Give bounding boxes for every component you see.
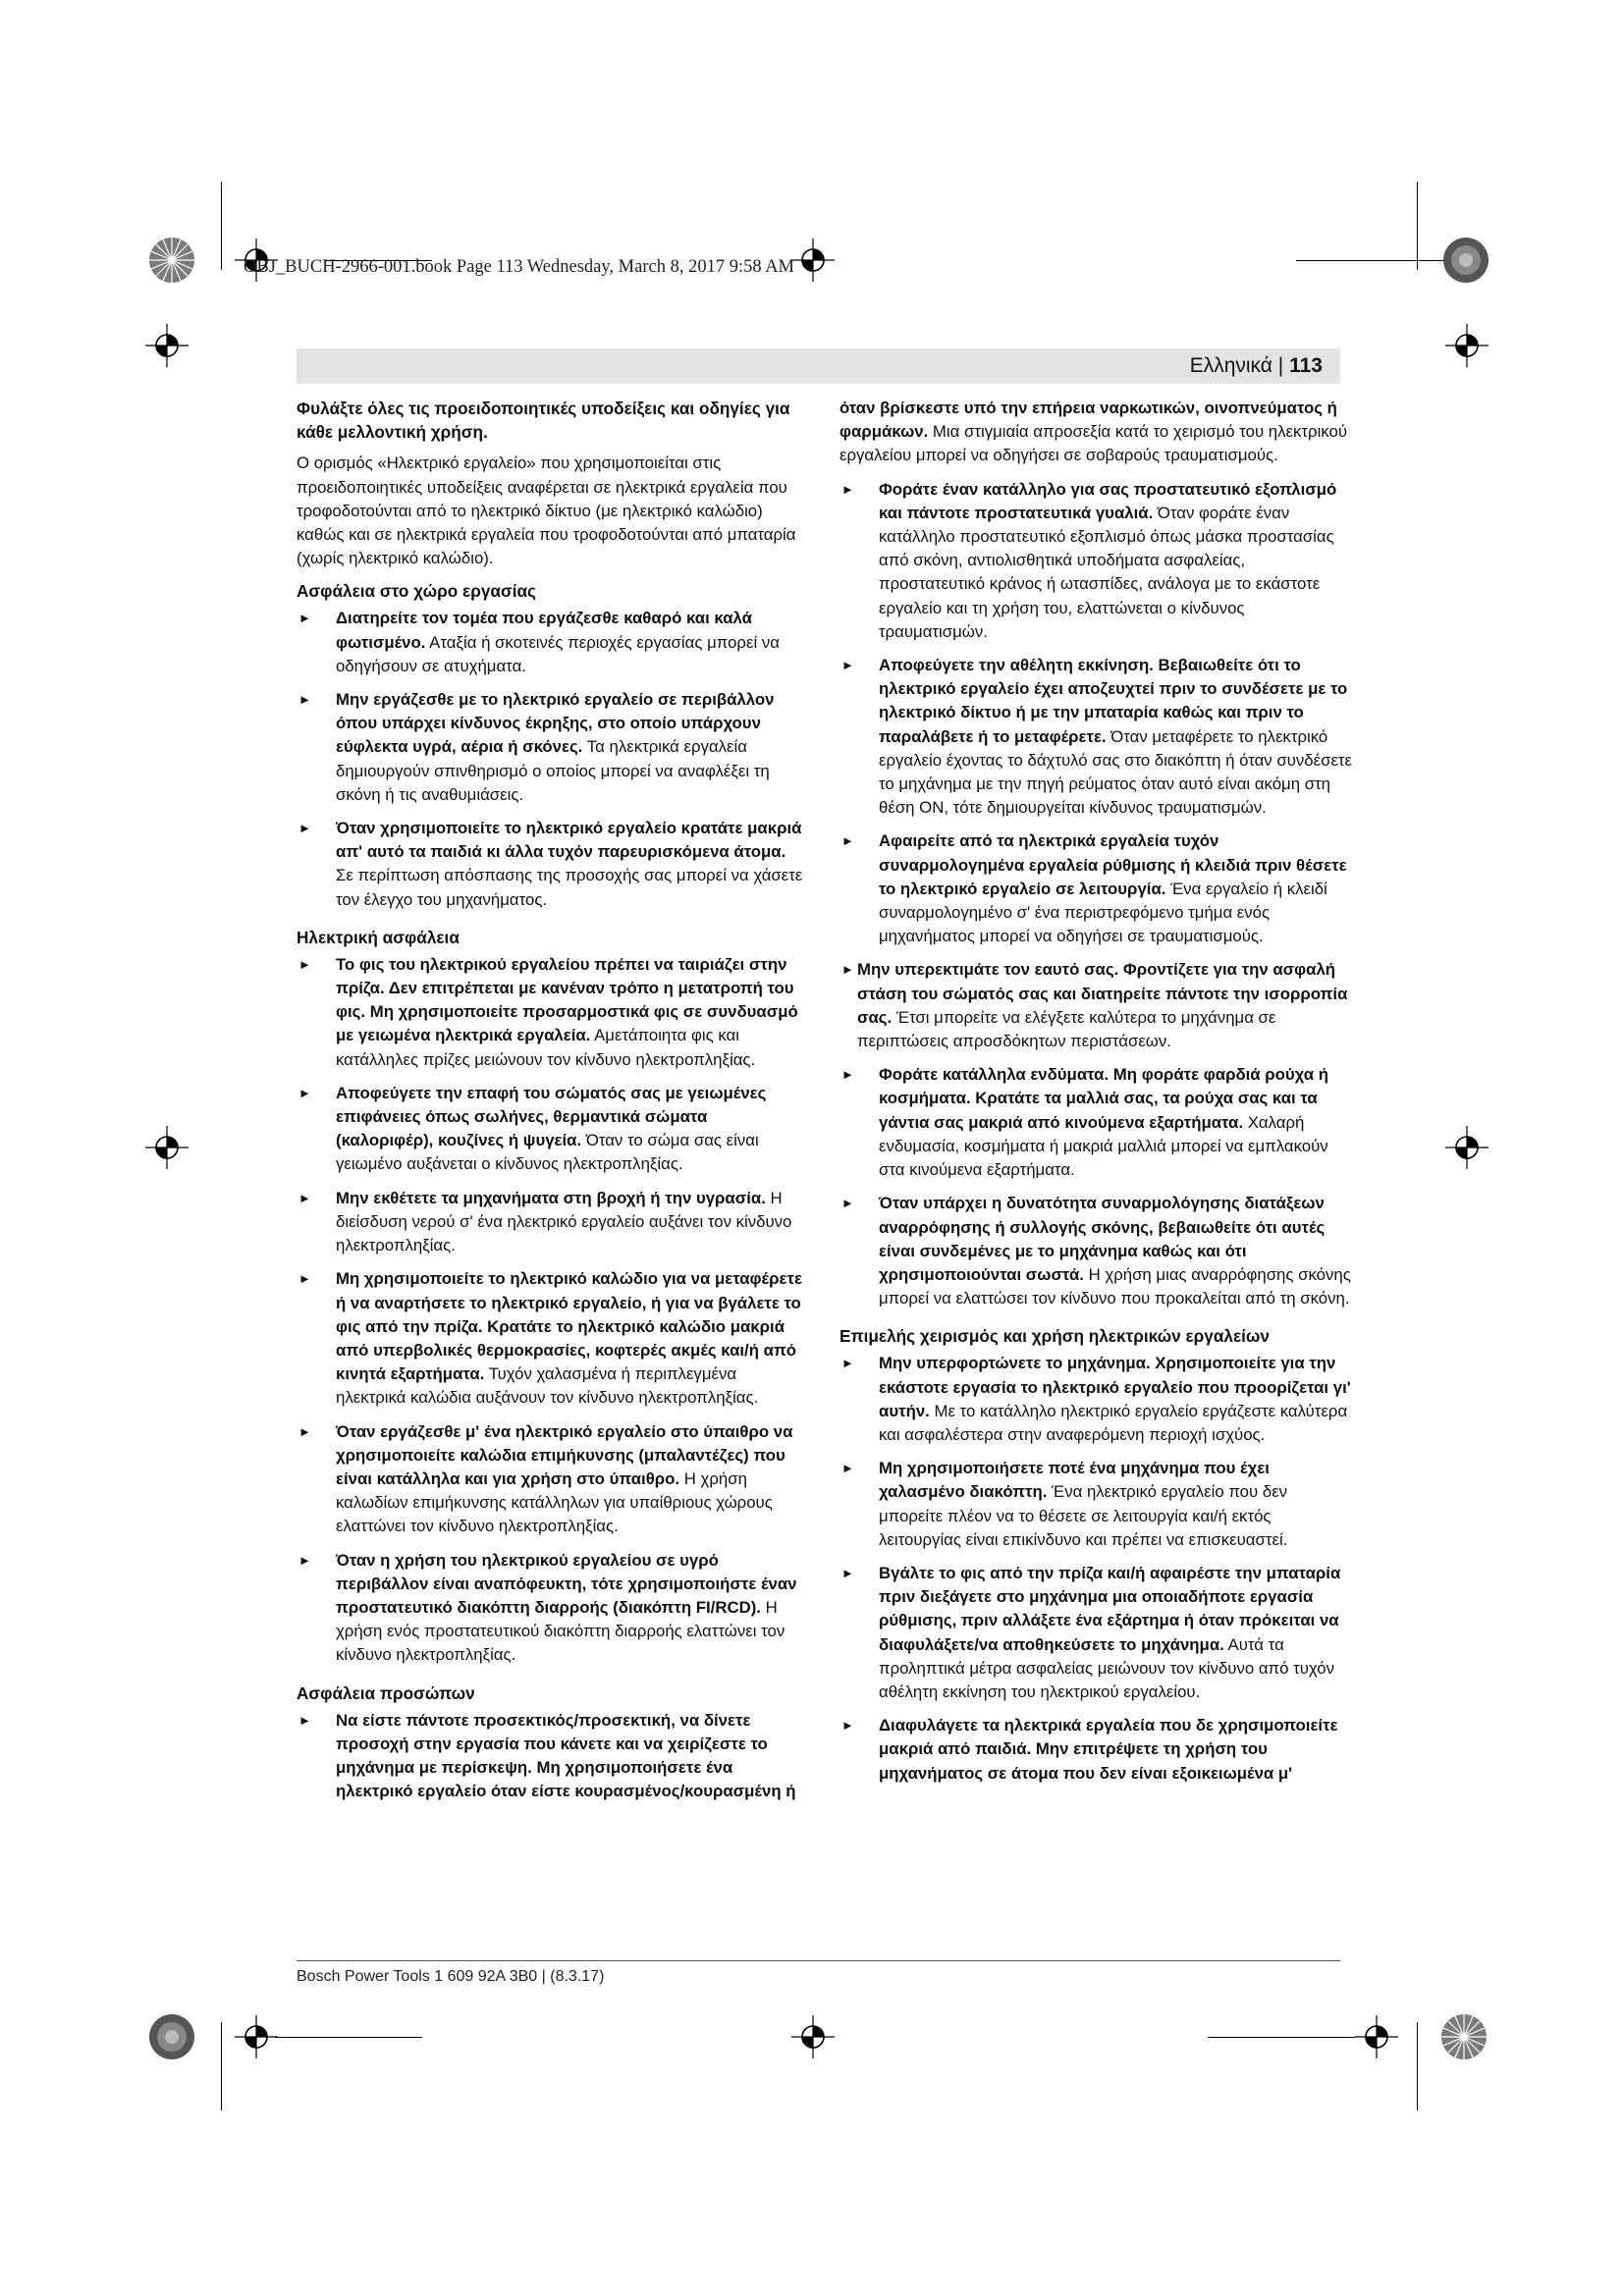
bullet-item-text: Η χρήση ενός προστατευτικού διακόπτη διαρροής ελαττώνει τον κίνδυνο ηλεκτροπληξίας. (336, 1597, 785, 1665)
bullet-arrow-icon: ► (841, 833, 854, 849)
bullet-item (297, 1082, 805, 1177)
bullet-arrow-icon: ► (841, 1356, 854, 1371)
registration-target-icon (147, 2012, 196, 2061)
crosshair-icon (791, 239, 835, 282)
continued-item-bold: όταν βρίσκεστε υπό την επήρεια ναρκωτικών, οινοπνεύματος ή φαρμάκων. (839, 399, 1337, 442)
header-language (1190, 354, 1323, 378)
bullet-item-text: Όταν φοράτε έναν κατάλληλο προστατευτικό εξοπλισμό όπως μάσκα προστασίας από σκόνη, αντιολισθητικά υποδήματα ασφαλείας, προστατευτικό κράνος ή ωτασπίδες, ανάλογα με το εκάστοτε εργαλείο και τη χρήση του, ελαττώνεται ο κίνδυνος τραυματισμών. (879, 503, 1334, 641)
bullet-item-text: Όταν το σώμα σας είναι γειωμένο αυξάνεται ο κίνδυνος ηλεκτροπληξίας. (336, 1131, 759, 1174)
crop-line (275, 2037, 422, 2038)
bullet-item (839, 1562, 1355, 1704)
left-column (297, 397, 805, 1813)
bullet-arrow-icon: ► (841, 481, 854, 497)
bullet-item (297, 688, 805, 807)
bullet-item (297, 1709, 805, 1804)
bullet-arrow-icon: ► (841, 1067, 854, 1083)
crop-line (1296, 260, 1443, 261)
bullet-item-bold: Μην εκθέτετε τα μηχανήματα στη βροχή ή την υγρασία. (336, 1188, 766, 1207)
bullet-item-bold: Όταν η χρήση του ηλεκτρικού εργαλείου σε υγρό περιβάλλον είναι αναπόφευκτη, τότε χρησιμοποιήστε έναν προστατευτικό διακόπτη διαρροής (διακόπτη FI/RCD). (336, 1550, 797, 1617)
bullet-item (297, 1187, 805, 1258)
bullet-item (839, 829, 1355, 948)
registration-target-icon (147, 236, 196, 285)
crop-line (221, 182, 222, 270)
bullet-item-text: Σε περίπτωση απόσπασης της προσοχής σας μπορεί να χάσετε τον έλεγχο του μηχανήματος. (336, 866, 803, 909)
continued-item (839, 397, 1355, 468)
crop-line (1208, 2037, 1355, 2038)
crosshair-icon (145, 324, 189, 367)
right-section-items (839, 1352, 1355, 1785)
bullet-item-bold: Διαφυλάγετε τα ηλεκτρικά εργαλεία που δε χρησιμοποιείτε μακριά από παιδιά. Μην επιτρέψετε τη χρήση του μηχανήματος σε άτομα που δεν είναι εξοικειωμένα μ' (879, 1716, 1338, 1783)
bullet-item-bold: Φοράτε έναν κατάλληλο για σας προστατευτικό εξοπλισμό και πάντοτε προστατευτικά γυαλιά. (879, 479, 1337, 522)
bullet-item-bold: Αποφεύγετε την αθέλητη εκκίνηση. Βεβαιωθείτε ότι το ηλεκτρικό εργαλείο έχει αποζευχτεί πριν το συνδέσετε με το ηλεκτρικό δίκτυο ή με την μπαταρία καθώς και πριν το παραλάβετε ή το μεταφέρετε. (879, 656, 1348, 746)
crosshair-icon (145, 1126, 189, 1169)
bullet-item-bold: Βγάλτε το φις από την πρίζα και/ή αφαιρέστε την μπαταρία πριν διεξάγετε στο μηχάνημα μια οποιαδήποτε εργασία ρύθμισης, πριν αλλάξετε ένα εξάρτημα ή όταν πρόκειται να διαφυλάξετε/να αποθηκεύσετε το μηχάνημα. (879, 1563, 1341, 1654)
bullet-item-text: Αμετάποιητα φις και κατάλληλες πρίζες μειώνουν τον κίνδυνο ηλεκτροπληξίας. (336, 1026, 756, 1069)
bullet-item (839, 1063, 1355, 1182)
bullet-item-bold: Μην υπερφορτώνετε το μηχάνημα. Χρησιμοποιείτε για την εκάστοτε εργασία το ηλεκτρικό εργαλείο που προορίζεται γι' αυτήν. (879, 1354, 1351, 1420)
bullet-item (839, 654, 1355, 820)
bullet-arrow-icon: ► (298, 1085, 311, 1100)
right-items (839, 478, 1355, 1311)
bullet-item-text: Αταξία ή σκοτεινές περιοχές εργασίας μπορεί να οδηγήσουν σε ατυχήματα. (336, 632, 780, 675)
bullet-arrow-icon: ► (841, 1461, 854, 1476)
bullet-arrow-icon: ► (841, 658, 854, 673)
bullet-item-text: Η χρήση μιας αναρρόφησης σκόνης μπορεί να ελαττώσει τον κίνδυνο που προκαλείται από τη σκόνη. (879, 1264, 1351, 1308)
crosshair-icon (1445, 1126, 1489, 1169)
section-heading: Ασφάλεια στο χώρο εργασίας (297, 581, 536, 602)
crosshair-icon (235, 2015, 278, 2058)
section-heading: Ηλεκτρική ασφάλεια (297, 927, 460, 947)
crosshair-icon (791, 2015, 835, 2058)
crosshair-icon (1355, 2015, 1398, 2058)
crosshair-icon (1445, 324, 1489, 367)
bullet-item-bold: Όταν υπάρχει η δυνατότητα συναρμολόγησης διατάξεων αναρρόφησης ή συλλογής σκόνης, βεβαιωθείτε ότι αυτές είναι συνδεμένες με το μηχάνημα καθώς και ότι χρησιμοποιούνται σωστά. (879, 1194, 1326, 1284)
file-info: OBJ_BUCH-2966-001.book Page 113 Wednesday, March 8, 2017 9:58 AM (244, 257, 795, 277)
bullet-item-bold: Διατηρείτε τον τομέα που εργάζεσθε καθαρό και καλά φωτισμένο. (336, 609, 752, 652)
bullet-item-bold: Φοράτε κατάλληλα ενδύματα. Μη φοράτε φαρδιά ρούχα ή κοσμήματα. Κρατάτε τα μαλλιά σας, τα ρούχα σας και τα γάντια σας μακριά από κινούμενα εξαρτήματα. (879, 1065, 1328, 1132)
header-separator: | (1277, 354, 1284, 377)
crop-line (1417, 2022, 1418, 2110)
bullet-item (839, 958, 1355, 1053)
bullet-item-text: Ένα εργαλείο ή κλειδί συναρμολογημένο σ' ένα περιστρεφόμενο τμήμα ενός μηχανήματος μπορεί να οδηγήσει σε τραυματισμούς. (879, 879, 1327, 946)
bullet-arrow-icon: ► (298, 956, 311, 972)
bullet-arrow-icon: ► (841, 1565, 854, 1580)
bullet-item-text: Έτσι μπορείτε να ελέγξετε καλύτερα το μηχάνημα σε περιπτώσεις απροσδόκητων περιστάσεων. (857, 1007, 1276, 1051)
bullet-item-text: Τα ηλεκτρικά εργαλεία δημιουργούν σπινθηρισμό ο οποίος μπορεί να αναφλέξει τη σκόνη ή τις αναθυμιάσεις. (336, 737, 770, 804)
bullet-item (839, 1192, 1355, 1310)
bullet-item (297, 1420, 805, 1539)
bullet-item-bold: Όταν χρησιμοποιείτε το ηλεκτρικό εργαλείο κρατάτε μακριά απ' αυτό τα παιδιά κι άλλα τυχόν παρευρισκόμενα άτομα. (336, 819, 802, 862)
bullet-arrow-icon: ► (841, 1718, 854, 1734)
section-heading: Ασφάλεια προσώπων (297, 1682, 475, 1703)
bullet-arrow-icon: ► (298, 692, 311, 708)
bullet-item-bold: Αποφεύγετε την επαφή του σώματός σας με γειωμένες επιφάνειες όπως σωλήνες, θερμαντικά σώματα (καλοριφέρ), κουζίνες ή ψυγεία. (336, 1083, 767, 1150)
bullet-item-text: Χαλαρή ενδυμασία, κοσμήματα ή μακριά μαλλιά μπορεί να εμπλακούν στα κινούμενα εξαρτήματα. (879, 1112, 1328, 1180)
bullet-arrow-icon: ► (298, 1271, 311, 1287)
bullet-item-text: Όταν μεταφέρετε το ηλεκτρικό εργαλείο έχοντας το δάχτυλό σας στο διακόπτη ή όταν συνδέσετε το μηχάνημα με την πηγή ρεύματος όταν αυτό είναι ακόμη στη θέση ON, τότε δημιουργείται κίνδυνος τραυματισμών. (879, 726, 1353, 818)
bullet-item (297, 817, 805, 912)
registration-target-icon (1439, 2012, 1489, 2061)
bullet-item (297, 953, 805, 1072)
page-header (297, 348, 1340, 384)
bullet-arrow-icon: ► (298, 1423, 311, 1439)
bullet-arrow-icon: ► (298, 611, 311, 626)
bullet-item-text: Η διείσδυση νερού σ' ένα ηλεκτρικό εργαλείο αυξάνει τον κίνδυνο ηλεκτροπληξίας. (336, 1188, 792, 1255)
bullet-item-text: Ένα ηλεκτρικό εργαλείο που δεν μπορείτε πλέον να το θέσετε σε λειτουργία και/ή εκτός λειτουργίας είναι επικίνδυνο και πρέπει να επισκευαστεί. (879, 1482, 1288, 1549)
bullet-arrow-icon: ► (841, 962, 854, 978)
bullet-item-text: Αυτά τα προληπτικά μέτρα ασφαλείας μειώνουν τον κίνδυνο από τυχόν αθέλητη εκκίνηση του ηλεκτρικού εργαλείου. (879, 1634, 1335, 1701)
intro-heading: Φυλάξτε όλες τις προειδοποιητικές υποδείξεις και οδηγίες για κάθε μελλοντική χρήση. (297, 399, 790, 443)
bullet-item-bold: Όταν εργάζεσθε μ' ένα ηλεκτρικό εργαλείο στο ύπαιθρο να χρησιμοποιείτε καλώδια επιμήκυνσης (μπαλαντέζες) που είναι κατάλληλα και για χρήση στο ύπαιθρο. (336, 1421, 793, 1488)
bullet-item (297, 1267, 805, 1410)
bullet-item (839, 1457, 1355, 1552)
continued-item-text: Μια στιγμιαία απροσεξία κατά το χειρισμό του ηλεκτρικού εργαλείου μπορεί να οδηγήσει σε σοβαρούς τραυματισμούς. (839, 422, 1347, 465)
bullet-item-text: Η χρήση καλωδίων επιμήκυνσης κατάλληλων για υπαίθριους χώρους ελαττώνει τον κίνδυνο ηλεκτροπληξίας. (336, 1468, 773, 1536)
section-heading: Επιμελής χειρισμός και χρήση ηλεκτρικών εργαλείων (839, 1326, 1270, 1347)
footer-divider (297, 1960, 1340, 1961)
crop-line (1417, 182, 1418, 270)
bullet-arrow-icon: ► (841, 1196, 854, 1211)
bullet-arrow-icon: ► (298, 1552, 311, 1568)
language-label: Ελληνικά (1189, 354, 1272, 377)
right-column (839, 397, 1355, 1795)
bullet-item-bold: Μην εργάζεσθε με το ηλεκτρικό εργαλείο σε περιβάλλον όπου υπάρχει κίνδυνος έκρηξης, στο οποίο υπάρχουν εύφλεκτα υγρά, αέρια ή σκόνες. (336, 690, 775, 757)
crop-line (221, 2022, 222, 2110)
bullet-arrow-icon: ► (298, 1712, 311, 1728)
bullet-item (839, 1352, 1355, 1447)
bullet-item-bold: Μη χρησιμοποιήσετε ποτέ ένα μηχάνημα που έχει χαλασμένο διακόπτη. (879, 1459, 1270, 1502)
bullet-item-bold: Το φις του ηλεκτρικού εργαλείου πρέπει να ταιριάζει στην πρίζα. Δεν επιτρέπεται με κανέναν τρόπο η μετατροπή του φις. Μη χρησιμοποιείτε προσαρμοστικά φις σε συνδυασμό με γειωμένα ηλεκτρικά εργαλεία. (336, 954, 798, 1045)
intro-paragraph: Ο ορισμός «Ηλεκτρικό εργαλείο» που χρησιμοποιείται στις προειδοποιητικές υποδείξεις αναφέρεται σε ηλεκτρικά εργαλεία που τροφοδοτούνται από το ηλεκτρικό δίκτυο (με ηλεκτρικό καλώδιο) καθώς και σε ηλεκτρικά εργαλεία που τροφοδοτούνται από μπαταρία (χωρίς ηλεκτρικό καλώδιο). (297, 454, 796, 568)
bullet-item (297, 1549, 805, 1668)
left-sections (297, 579, 805, 1803)
bullet-arrow-icon: ► (298, 821, 311, 836)
bullet-item (839, 478, 1355, 644)
page-number: 113 (1289, 354, 1323, 377)
bullet-item-text: Με το κατάλληλο ηλεκτρικό εργαλείο εργάζεστε καλύτερα και ασφαλέστερα στην αναφερόμενη περιοχή ισχύος. (879, 1401, 1348, 1444)
bullet-arrow-icon: ► (298, 1190, 311, 1205)
bullet-item-bold: Αφαιρείτε από τα ηλεκτρικά εργαλεία τυχόν συναρμολογημένα εργαλεία ρύθμισης ή κλειδιά πριν θέσετε το ηλεκτρικό εργαλείο σε λειτουργία. (879, 831, 1347, 898)
bullet-item (839, 1714, 1355, 1786)
registration-target-icon (1441, 236, 1490, 285)
bullet-item-text: Τυχόν χαλασμένα ή περιπλεγμένα ηλεκτρικά καλώδια αυξάνουν τον κίνδυνο ηλεκτροπληξίας. (336, 1364, 759, 1408)
page-footer: Bosch Power Tools 1 609 92A 3B0 | (8.3.17) (297, 1968, 605, 1985)
bullet-item (297, 607, 805, 678)
bullet-item-bold: Να είστε πάντοτε προσεκτικός/προσεκτική, να δίνετε προσοχή στην εργασία που κάνετε και να χειρίζεστε το μηχάνημα με περίσκεψη. Μη χρησιμοποιήσετε ένα ηλεκτρικό εργαλείο όταν είστε κουρασμένος/κουρασμένη ή (336, 1710, 796, 1801)
bullet-item-bold: Μην υπερεκτιμάτε τον εαυτό σας. Φροντίζετε για την ασφαλή στάση του σώματός σας και διατηρείτε πάντοτε την ισορροπία σας. (857, 960, 1348, 1027)
bullet-item-bold: Μη χρησιμοποιείτε το ηλεκτρικό καλώδιο για να μεταφέρετε ή να αναρτήσετε το ηλεκτρικό εργαλείο, ή για να βγάλετε το φις από την πρίζα. Κρατάτε το ηλεκτρικό καλώδιο μακριά από υπερβολικές θερμοκρασίες, κοφτερές ακμές και/ή από κινητά εξαρτήματα. (336, 1269, 802, 1384)
